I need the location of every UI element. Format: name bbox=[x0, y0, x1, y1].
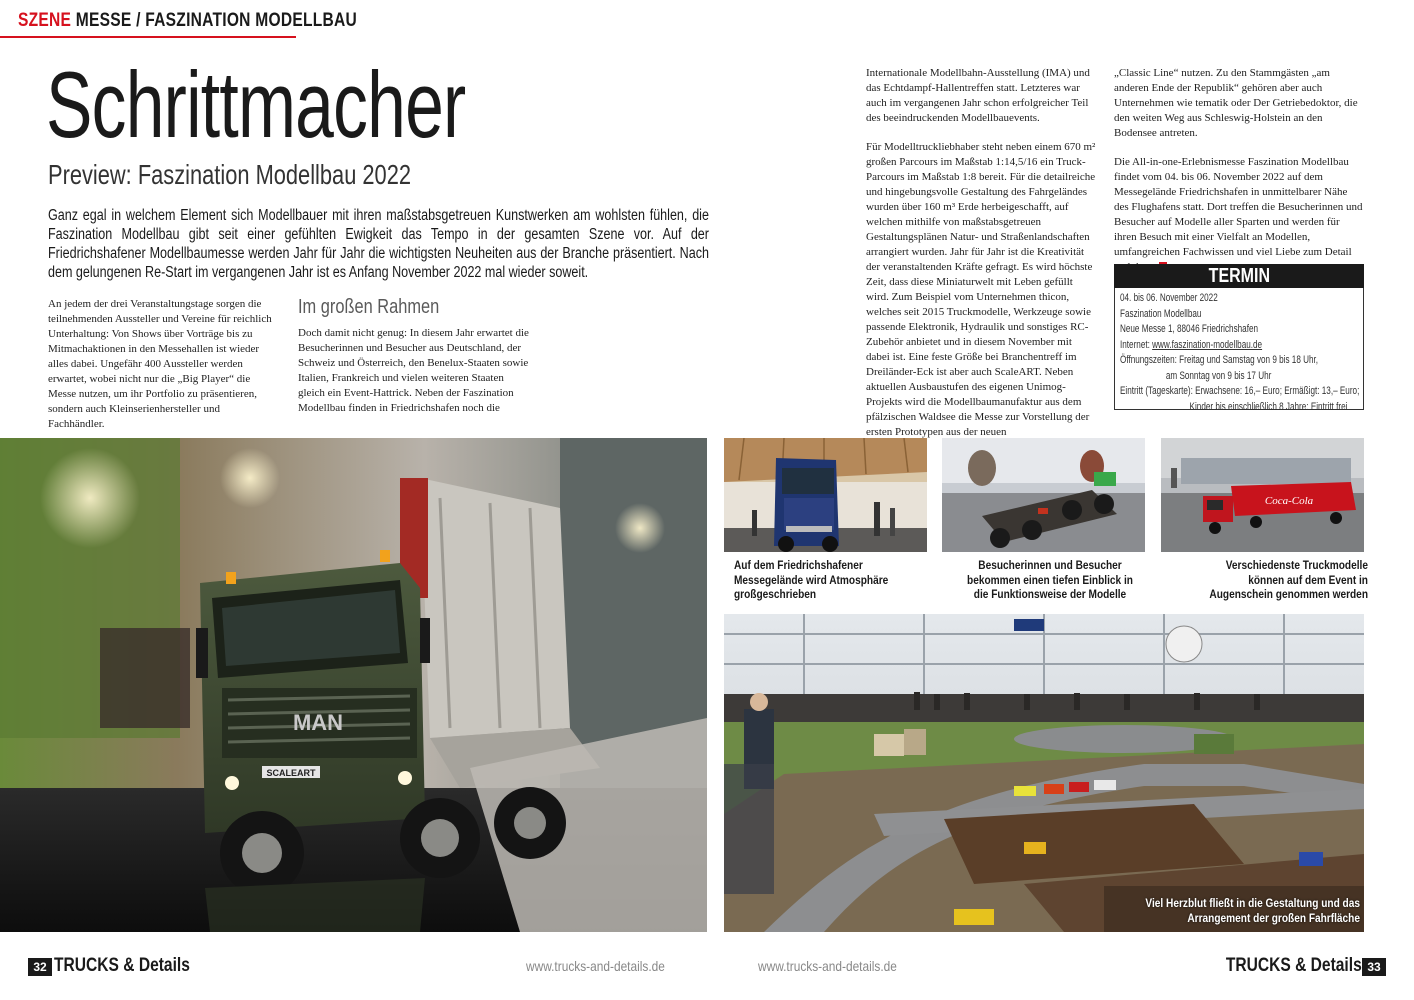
photo-coca-cola-truck bbox=[1161, 438, 1364, 552]
termin-heading-text: TERMIN bbox=[1208, 265, 1270, 287]
termin-entry-children: Kinder bis einschließlich 8 Jahre: Eintritt frei bbox=[1189, 400, 1348, 413]
page-number-left: 32 bbox=[28, 958, 52, 976]
page-number-right: 33 bbox=[1362, 958, 1386, 976]
paragraph: „Classic Line“ nutzen. Zu den Stammgästen „am anderen Ende der Republik“ gehören aber auch Unternehmen wie tematik oder Der Getriebedoktor, die den weiten Weg aus Schleswig-Holstein an den Bodensee antreten. bbox=[1114, 67, 1358, 139]
paragraph: Für Modelltruckliebhaber steht neben einem 670 m² großen Parcours im Maßstab 1:14,5/16 ein Truck-Parcours im Maßstab 1:8 bereit. Für die detailreiche und hingebungsvolle Gestaltung des Fahrgeländes wurden über 160 m³ Erde herbeigeschafft, auf welchen mithilfe von maßstabsgetreuen Gestaltungsplänen Natur- und Straßenlandschaften arrangiert wurden. Jahr für Jahr ist die Kreativität der veranstaltenden Kräfte gefragt. Es wird höchste Zeit, dass diese Miniaturwelt mit Leben gefüllt wird. Zum Beispiel vom Unternehmen thicon, welches seit 2015 Truckmodelle, Werkzeuge sowie passende Elektronik, Hydraulik und sonstiges RC-Zubehör anbietet und in diesem November mit dabei ist. Eine feste Größe bei Branchentreff im Dreiländer-Eck ist aber auch ScaleART. Neben aktuellen Ausbaustufen des eigenen Unimog-Projekts wird die Modellbaumanufaktur aus dem pfälzischen Waldsee die Messe zur Vorstellung der ersten Prototypen aus der neuen bbox=[866, 141, 1096, 438]
caption-messe-atmosphere: Auf dem Friedrichshafener Messegelände wird Atmosphäre großgeschrieben bbox=[734, 560, 889, 601]
paragraph-text: Die All-in-one-Erlebnismesse Faszination Modellbau findet vom 04. bis 06. November 2022 auf dem Messegelände Friedrichshafen in unmittelbarer Nähe des Flughafens statt. Dort treffen die Besucherinnen und Besucher auf Modelle aller Sparten und werden für ihren Besuch mit einer Vielfalt an Modellen, umfangreichen Fachwissen und viel Liebe zum Detail bbox=[1114, 156, 1363, 258]
termin-internet bbox=[1120, 338, 1320, 354]
magazine-brand-left: TRUCKS & Details bbox=[54, 955, 190, 976]
termin-internet-label: Internet: bbox=[1120, 338, 1153, 351]
photo-model-chassis bbox=[942, 438, 1145, 552]
article-title: Schrittmacher bbox=[46, 52, 466, 157]
paragraph: Internationale Modellbahn-Ausstellung (IMA) und das Echtdampf-Hallentreffen statt. Letzteres war auch im vergangenen Jahr schon erfolgreicher Teil des beeindruckenden Modellbauevents. bbox=[866, 67, 1090, 124]
caption-parcours: Viel Herzblut fließt in die Gestaltung und das Arrangement der großen Fahrfläche bbox=[1145, 898, 1360, 925]
body-column-2 bbox=[298, 326, 530, 430]
caption-model-chassis: Besucherinnen und Besucher bekommen einen tiefen Einblick in die Funktionsweise der Modelle bbox=[967, 560, 1133, 601]
magazine-brand-right: TRUCKS & Details bbox=[1226, 955, 1362, 976]
section-tag-rest: MESSE / FASZINATION MODELLBAU bbox=[75, 10, 358, 31]
website-url-left[interactable]: www.trucks-and-details.de bbox=[526, 958, 665, 974]
termin-details bbox=[1120, 291, 1360, 415]
termin-internet-link[interactable]: www.faszination-modellbau.de bbox=[1152, 338, 1263, 351]
section-tag-red: SZENE bbox=[18, 10, 72, 31]
photo-man-truck bbox=[0, 438, 707, 932]
paragraph: An jedem der drei Veranstaltungstage sorgen die teilnehmenden Aussteller und Vereine für reichlich Unterhaltung: Von Shows über Vorträge bis zu Mitmachaktionen in den Messehallen ist wieder alles dabei. Ungefähr 400 Aussteller werden erwartet, wobei nicht nur die „Big Player“ die Messe nutzen, um ihr Portfolio zu präsentieren, sondern auch Kleinserienhersteller und Fachhändler. bbox=[48, 298, 272, 430]
caption-coca-cola-truck: Verschiedenste Truckmodelle können auf dem Event in Augenschein genommen werden bbox=[1209, 560, 1368, 601]
photo-messe-atmosphere bbox=[724, 438, 927, 552]
article-subtitle: Preview: Faszination Modellbau 2022 bbox=[48, 159, 412, 190]
paragraph: Doch damit nicht genug: In diesem Jahr erwartet die Besucherinnen und Besucher aus Deutschland, der Schweiz und Österreich, den Benelux-Staaten sowie Italien, Frankreich und vielen weiteren Staaten gleich ein Event-Hattrick. Neben der Faszination Modellbau finden in Friedrichshafen noch die bbox=[298, 327, 529, 414]
section-heading: Im großen Rahmen bbox=[298, 296, 440, 318]
termin-event: Faszination Modellbau bbox=[1120, 307, 1202, 320]
termin-date: 04. bis 06. November 2022 bbox=[1120, 292, 1218, 304]
body-column-4 bbox=[1114, 66, 1364, 289]
header-rule bbox=[0, 36, 296, 38]
termin-entry: Eintritt (Tageskarte): Erwachsene: 16,– Euro; Ermäßigt: 13,– Euro; bbox=[1120, 385, 1360, 397]
truck-plate-text: SCALEART bbox=[266, 768, 316, 778]
termin-hours-sunday: am Sonntag von 9 bis 17 Uhr bbox=[1165, 369, 1272, 382]
termin-heading bbox=[1114, 264, 1364, 288]
website-url-right[interactable]: www.trucks-and-details.de bbox=[758, 958, 897, 974]
termin-address: Neue Messe 1, 88046 Friedrichshafen bbox=[1120, 323, 1259, 335]
truck-brand-text: MAN bbox=[292, 710, 344, 735]
article-lead: Ganz egal in welchem Element sich Modellbauer mit ihren maßstabsgetreuen Kunstwerken am wohlsten fühlen, die Faszination Modellbau gibt seit einer gefühlten Ewigkeit das Tempo in der gesamten Szene vor. Auf der Friedrichshafener Modellbaumesse werden Jahr für Jahr die wichtigsten Neuheiten aus der Branche präsentiert. Nach dem gelungenen Re-Start im vergangenen Jahr ist es Anfang November 2022 mal wieder soweit. bbox=[48, 207, 709, 281]
photo-parcours bbox=[724, 614, 1364, 932]
body-column-1 bbox=[48, 297, 272, 446]
svg-text:Coca-Cola: Coca-Cola bbox=[1264, 495, 1314, 507]
paragraph bbox=[1114, 155, 1364, 275]
termin-hours: Öffnungszeiten: Freitag und Samstag von 9 bis 18 Uhr, bbox=[1120, 354, 1319, 366]
section-tag bbox=[18, 10, 357, 32]
body-column-3 bbox=[866, 66, 1098, 454]
